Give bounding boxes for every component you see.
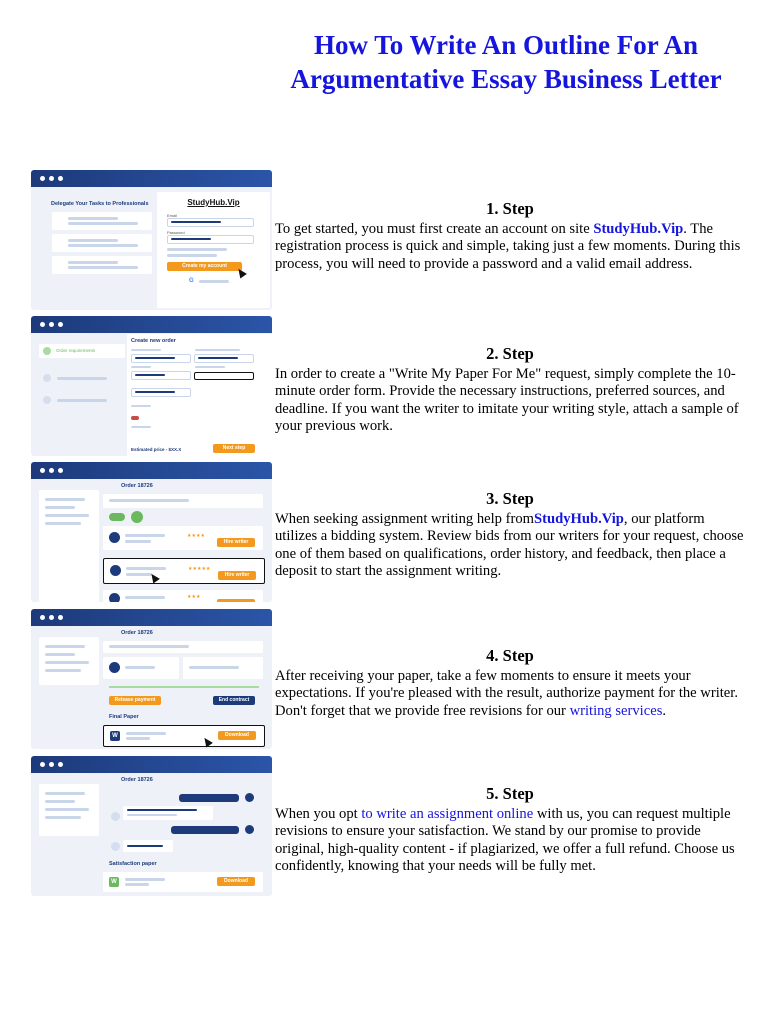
window-bar xyxy=(31,170,272,187)
next-step-button[interactable]: Next step xyxy=(213,444,255,453)
order-number: Order 18726 xyxy=(121,630,153,636)
google-icon[interactable]: G xyxy=(189,278,194,284)
final-paper-label: Final Paper xyxy=(109,714,139,720)
final-paper-row[interactable] xyxy=(103,725,265,747)
brand-logo: StudyHub.Vip xyxy=(187,198,240,207)
create-account-button[interactable]: Create my account xyxy=(167,262,242,271)
window-bar xyxy=(31,316,272,333)
step-heading: 3. Step xyxy=(486,489,534,508)
satisfaction-paper-row[interactable] xyxy=(103,872,263,892)
cursor-icon xyxy=(148,572,160,584)
step-text: When you opt to write an assignment online with us, you can request multiple revisions to ensure your satisfaction. We stand by our promise to provide original, high-quality content - if plagiarized, we offer a full refund. Choose us confidently, knowing that your needs will be fully met. xyxy=(275,806,735,875)
step-4 xyxy=(275,646,745,720)
step-text: In order to create a "Write My Paper For Me" request, simply complete the 10-minute order form. Provide the necessary instructions, preferred sources, and deadline. If you want the writer to imitate your writing style, attach a sample of your previous work. xyxy=(275,366,739,435)
hire-writer-button[interactable]: Hire writer xyxy=(218,571,256,580)
screenshot-bidding xyxy=(31,462,272,602)
brand-link[interactable]: StudyHub.Vip xyxy=(533,511,624,527)
hire-writer-button[interactable]: Hire writer xyxy=(217,538,255,547)
step-heading: 4. Step xyxy=(486,646,534,665)
screenshot-registration xyxy=(31,170,272,310)
brand-link[interactable]: StudyHub.Vip xyxy=(593,221,684,237)
chat-message xyxy=(171,826,239,834)
write-assignment-link[interactable]: to write an assignment online xyxy=(361,806,534,822)
screenshot-order-form: Order requirements Create new order Estimated price - $XX.X Next step xyxy=(31,316,272,456)
download-button[interactable]: Download xyxy=(217,877,255,886)
satisfaction-paper-label: Satisfaction paper xyxy=(109,861,157,867)
file-icon: W xyxy=(109,877,119,887)
email-field[interactable] xyxy=(167,218,254,227)
order-number: Order 18726 xyxy=(121,483,153,489)
step-1 xyxy=(275,199,745,273)
word-file-icon: W xyxy=(110,731,120,741)
password-field[interactable] xyxy=(167,235,254,244)
chat-message xyxy=(179,794,239,802)
step-5 xyxy=(275,784,745,876)
screenshot-revisions xyxy=(31,756,272,896)
step-2 xyxy=(275,344,745,436)
writing-services-link[interactable]: writing services xyxy=(569,702,663,719)
estimated-price: Estimated price - $XX.X xyxy=(131,447,182,452)
step-text: When seeking assignment writing help fromStudyHub.Vip, our platform utilizes a bidding system. Review bids from our writers for your request, choose one of them based on qualifications, order history, and feedback, then place a deposit to start the assignment writing. xyxy=(275,511,744,580)
step-3 xyxy=(275,489,745,581)
screenshot-payment xyxy=(31,609,272,749)
deadline-field[interactable] xyxy=(194,372,254,380)
step-heading: 1. Step xyxy=(486,199,534,218)
window-bar xyxy=(31,756,272,773)
chat-message xyxy=(123,840,173,852)
cursor-icon xyxy=(235,267,247,279)
delegate-heading: Delegate Your Tasks to Professionals xyxy=(51,201,149,207)
bid-card[interactable]: ★★★ xyxy=(103,590,263,602)
order-number: Order 18726 xyxy=(121,777,153,783)
step-heading: 2. Step xyxy=(486,344,534,363)
signup-card: StudyHub.Vip Email Password Create my account G xyxy=(157,192,270,308)
page-title: How To Write An Outline For An Argumentative Essay Business Letter xyxy=(290,30,722,94)
chat-message xyxy=(123,806,213,820)
window-bar xyxy=(31,609,272,626)
bid-card-selected[interactable]: ★★★★★ Hire writer xyxy=(103,558,265,584)
window-bar xyxy=(31,462,272,479)
download-button[interactable]: Download xyxy=(218,731,256,740)
create-order-heading: Create new order xyxy=(131,338,176,344)
bid-card[interactable]: ★★★★ Hire writer xyxy=(103,526,263,550)
end-contract-button[interactable]: End contract xyxy=(213,696,255,705)
step-heading: 5. Step xyxy=(486,784,534,803)
release-payment-button[interactable]: Release payment xyxy=(109,696,161,705)
step-text: To get started, you must first create an account on site StudyHub.Vip. The registration process is quick and simple, taking just a few moments. During this process, you will need to provide a password and a valid email address. xyxy=(275,221,741,272)
step-text: After receiving your paper, take a few moments to ensure it meets your expectations. If you're pleased with the result, authorize payment for the writer. Don't forget that we provide free revisions for our writing services. xyxy=(275,668,738,719)
